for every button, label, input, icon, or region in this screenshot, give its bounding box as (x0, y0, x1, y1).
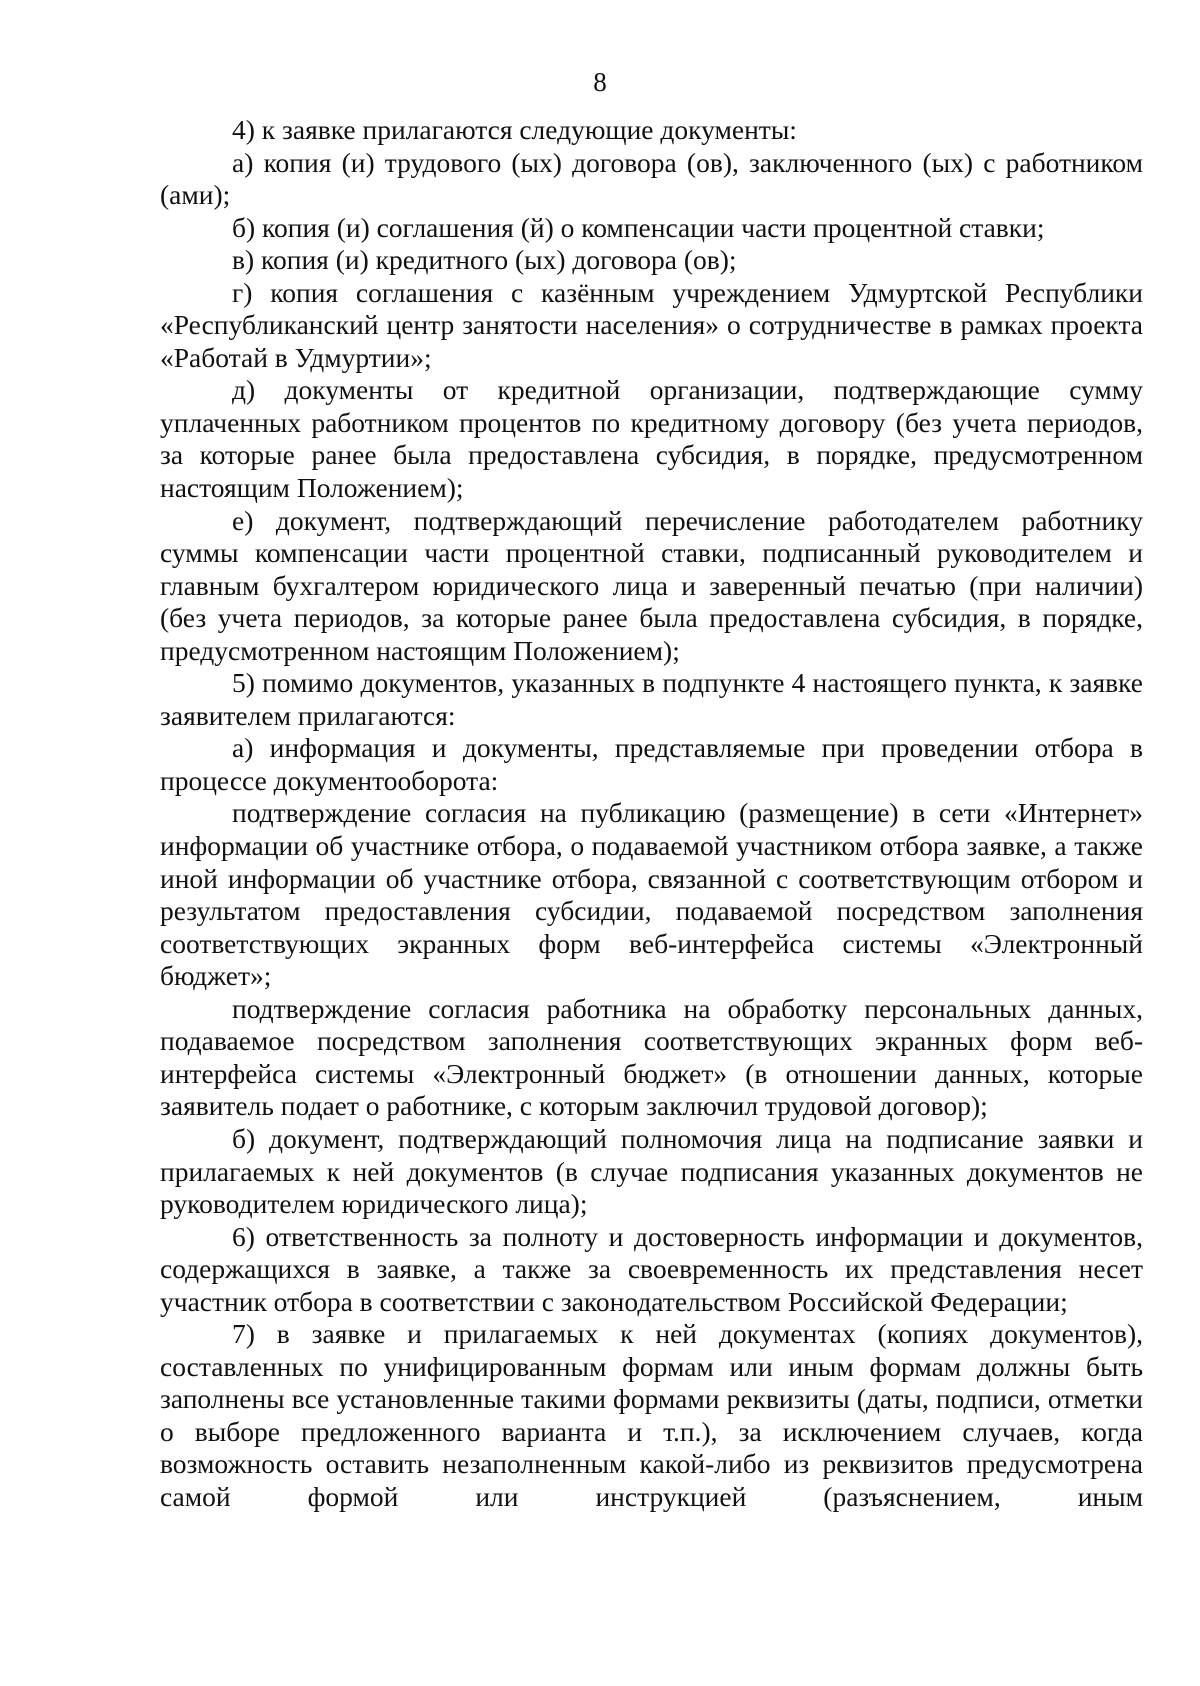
paragraph-4g: г) копия соглашения с казённым учреждением Удмуртской Республики «Республиканский центр занятости населения» о сотрудничестве в рамках проекта «Работай в Удмуртии»; (160, 276, 1143, 373)
paragraph-5b: б) документ, подтверждающий полномочия лица на подписание заявки и прилагаемых к ней документов (в случае подписания указанных документов не руководителем юридического лица); (160, 1122, 1143, 1220)
document-body (160, 114, 1143, 1514)
paragraph-5a-consent-personal-data: подтверждение согласия работника на обработку персональных данных, подаваемое посредством заполнения соответствующих экранных форм веб-интерфейса системы «Электронный бюджет» (в отношении данных, которые заявитель подает о работнике, с которым заключил трудовой договор); (160, 992, 1143, 1122)
paragraph-6: 6) ответственность за полноту и достоверность информации и документов, содержащихся в заявке, а также за своевременность их представления несет участник отбора в соответствии с законодательством Российской Федерации; (160, 1220, 1143, 1317)
paragraph-4e: е) документ, подтверждающий перечисление работодателем работнику суммы компенсации части процентной ставки, подписанный руководителем и главным бухгалтером юридического лица и заверенный печатью (при наличии) (без учета периодов, за которые ранее была предоставлена субсидия, в порядке, предусмотренном настоящим Положением); (160, 504, 1143, 666)
paragraph-7: 7) в заявке и прилагаемых к ней документах (копиях документов), составленных по унифицированным формам или иным формам должны быть заполнены все установленные такими формами реквизиты (даты, подписи, отметки о выборе предложенного варианта и т.п.), за исключением случаев, когда возможность оставить незаполненным какой-либо из реквизитов предусмотрена самой формой или инструкцией (разъяснением, иным (160, 1318, 1143, 1512)
page-number: 8 (593, 67, 607, 97)
paragraph-5: 5) помимо документов, указанных в подпункте 4 настоящего пункта, к заявке заявителем прилагаются: (160, 667, 1143, 731)
paragraph-4: 4) к заявке прилагаются следующие документы: (232, 114, 797, 145)
paragraph-5a: а) информация и документы, представляемые при проведении отбора в процессе документооборота: (160, 732, 1143, 796)
paragraph-4d: д) документы от кредитной организации, подтверждающие сумму уплаченных работником процентов по кредитному договору (без учета периодов, за которые ранее была предоставлена субсидия, в порядке, предусмотренном настоящим Положением); (160, 374, 1143, 504)
paragraph-5a-consent-publication: подтверждение согласия на публикацию (размещение) в сети «Интернет» информации об участнике отбора, о подаваемой участником отбора заявке, а также иной информации об участнике отбора, связанной с соответствующим отбором и результатом предоставления субсидии, подаваемой посредством заполнения соответствующих экранных форм веб-интерфейса системы «Электронный бюджет»; (160, 797, 1143, 992)
paragraph-4v: в) копия (и) кредитного (ых) договора (ов); (232, 244, 737, 276)
paragraph-4a: а) копия (и) трудового (ых) договора (ов), заключенного (ых) с работником (ами); (160, 146, 1143, 211)
paragraph-4b: б) копия (и) соглашения (й) о компенсации части процентной ставки; (232, 211, 1045, 243)
